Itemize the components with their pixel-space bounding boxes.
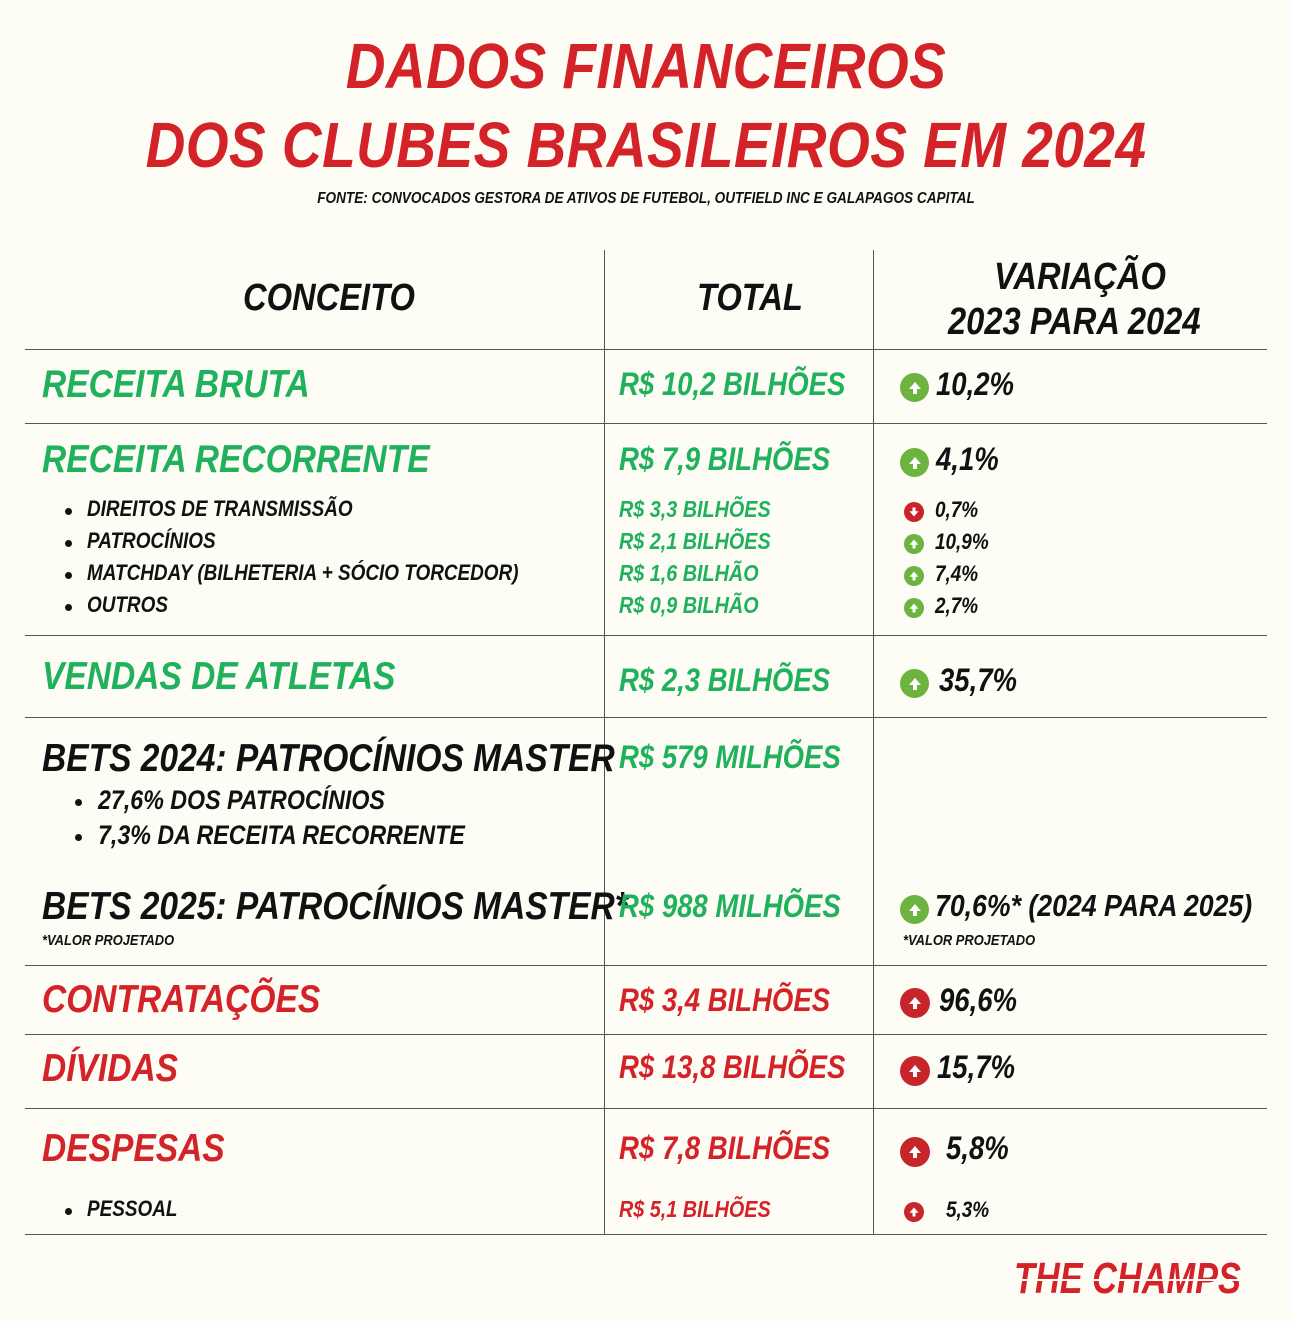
bullet bbox=[65, 540, 72, 547]
row-divider bbox=[25, 965, 1267, 966]
arrow-up-icon bbox=[900, 988, 930, 1018]
list-item-label: 7,3% DA RECEITA RECORRENTE bbox=[98, 820, 465, 850]
row-variation-receita-recorrente: 4,1% bbox=[936, 441, 999, 477]
row-total-despesas: R$ 7,8 BILHÕES bbox=[619, 1130, 831, 1166]
row-variation-contratacoes: 96,6% bbox=[939, 982, 1018, 1018]
list-item-variation: 2,7% bbox=[935, 593, 979, 618]
row-divider bbox=[25, 1034, 1267, 1035]
row-divider bbox=[25, 349, 1267, 350]
row-variation-vendas-atletas: 35,7% bbox=[939, 662, 1018, 698]
list-item-variation: 7,4% bbox=[935, 561, 979, 586]
column-divider bbox=[873, 250, 874, 1235]
list-item-label: MATCHDAY (BILHETERIA + SÓCIO TORCEDOR) bbox=[87, 560, 519, 585]
list-item-variation: 5,3% bbox=[946, 1197, 990, 1222]
list-item-label: OUTROS bbox=[87, 592, 168, 617]
brand-logo: THE CHAMPS bbox=[1014, 1254, 1241, 1303]
list-item-label: PATROCÍNIOS bbox=[87, 528, 216, 553]
header-total: TOTAL bbox=[697, 277, 803, 319]
row-total-vendas-atletas: R$ 2,3 BILHÕES bbox=[619, 662, 831, 698]
list-item-label: 27,6% DOS PATROCÍNIOS bbox=[98, 785, 385, 815]
projected-note: *VALOR PROJETADO bbox=[903, 932, 1036, 949]
row-label-contratacoes: CONTRATAÇÕES bbox=[42, 978, 321, 1021]
row-divider bbox=[25, 1108, 1267, 1109]
projected-note: *VALOR PROJETADO bbox=[42, 932, 175, 949]
list-item-variation: 0,7% bbox=[935, 497, 979, 522]
arrow-up-icon bbox=[900, 1137, 930, 1167]
bullet bbox=[65, 1208, 72, 1215]
list-item-total: R$ 3,3 BILHÕES bbox=[619, 496, 771, 522]
row-total-receita-bruta: R$ 10,2 BILHÕES bbox=[619, 366, 846, 402]
header-variation-line2: 2023 PARA 2024 bbox=[948, 301, 1201, 343]
bullet bbox=[75, 834, 82, 841]
list-item-label: DIREITOS DE TRANSMISSÃO bbox=[87, 496, 353, 521]
list-item-total: R$ 2,1 BILHÕES bbox=[619, 528, 771, 554]
arrow-down-icon bbox=[904, 502, 924, 522]
row-total-bets-2025: R$ 988 MILHÕES bbox=[619, 888, 841, 924]
row-label-receita-recorrente: RECEITA RECORRENTE bbox=[42, 438, 430, 481]
arrow-up-icon bbox=[900, 1056, 930, 1086]
header-variation-line1: VARIAÇÃO bbox=[994, 256, 1166, 298]
page-title-line1: DADOS FINANCEIROS bbox=[345, 30, 947, 102]
row-label-vendas-atletas: VENDAS DE ATLETAS bbox=[42, 655, 396, 698]
row-variation-despesas: 5,8% bbox=[946, 1130, 1009, 1166]
row-divider bbox=[25, 717, 1267, 718]
row-variation-receita-bruta: 10,2% bbox=[936, 366, 1015, 402]
list-item-label: PESSOAL bbox=[87, 1196, 178, 1221]
row-total-contratacoes: R$ 3,4 BILHÕES bbox=[619, 982, 831, 1018]
arrow-up-icon bbox=[900, 895, 929, 924]
row-label-despesas: DESPESAS bbox=[42, 1127, 225, 1170]
row-variation-bets-2025: 70,6%* (2024 PARA 2025) bbox=[935, 888, 1253, 923]
bullet bbox=[65, 572, 72, 579]
row-label-receita-bruta: RECEITA BRUTA bbox=[42, 363, 310, 406]
list-item-total: R$ 5,1 BILHÕES bbox=[619, 1196, 771, 1222]
list-item-total: R$ 0,9 BILHÃO bbox=[619, 592, 759, 618]
source-note: FONTE: CONVOCADOS GESTORA DE ATIVOS DE FUTEBOL, OUTFIELD INC E GALAPAGOS CAPITAL bbox=[317, 190, 975, 207]
row-label-bets-2024: BETS 2024: PATROCÍNIOS MASTER bbox=[42, 737, 615, 780]
list-item-variation: 10,9% bbox=[935, 529, 989, 554]
arrow-up-icon bbox=[900, 448, 929, 477]
arrow-up-icon bbox=[904, 566, 924, 586]
page-title-line2: DOS CLUBES BRASILEIROS EM 2024 bbox=[145, 109, 1147, 181]
row-label-bets-2025: BETS 2025: PATROCÍNIOS MASTER* bbox=[42, 885, 628, 928]
row-total-bets-2024: R$ 579 MILHÕES bbox=[619, 739, 841, 775]
bullet bbox=[75, 799, 82, 806]
bullet bbox=[65, 508, 72, 515]
row-label-dividas: DÍVIDAS bbox=[42, 1047, 179, 1090]
arrow-up-icon bbox=[904, 598, 924, 618]
row-variation-dividas: 15,7% bbox=[937, 1049, 1016, 1085]
arrow-up-icon bbox=[904, 1202, 924, 1222]
row-total-receita-recorrente: R$ 7,9 BILHÕES bbox=[619, 441, 831, 477]
list-item-total: R$ 1,6 BILHÃO bbox=[619, 560, 759, 586]
arrow-up-icon bbox=[904, 534, 924, 554]
arrow-up-icon bbox=[900, 373, 929, 402]
row-divider bbox=[25, 1234, 1267, 1235]
row-divider bbox=[25, 635, 1267, 636]
bullet bbox=[65, 604, 72, 611]
header-concept: CONCEITO bbox=[243, 277, 415, 319]
row-total-dividas: R$ 13,8 BILHÕES bbox=[619, 1049, 846, 1085]
arrow-up-icon bbox=[900, 669, 929, 698]
row-divider bbox=[25, 423, 1267, 424]
